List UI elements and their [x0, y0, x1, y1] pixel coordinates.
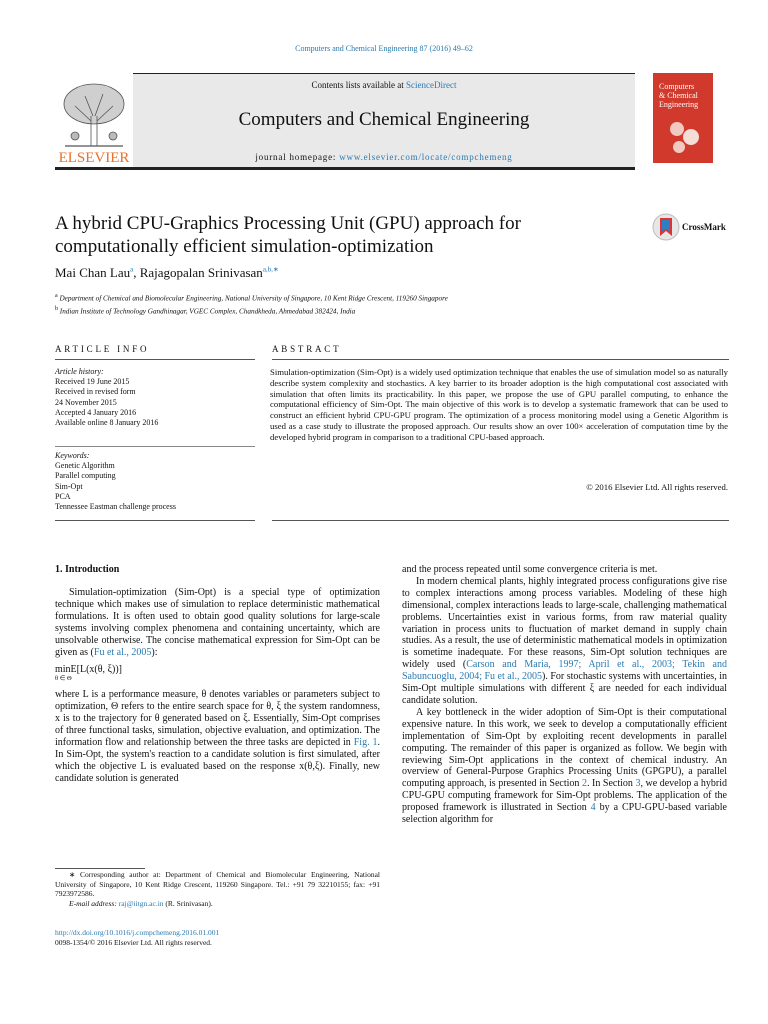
issn-line: 0098-1354/© 2016 Elsevier Ltd. All rights reserved. [55, 938, 212, 947]
cover-title-line: & Chemical [659, 91, 698, 100]
footnote-corresponding [55, 870, 380, 899]
journal-cover[interactable] [653, 73, 713, 163]
equation-text: minE[L(x(θ, ξ))] [55, 664, 123, 676]
affil-marker: a [55, 293, 58, 299]
divider [55, 446, 255, 447]
paragraph-text: In modern chemical plants, highly integrated process configurations give rise to complex interactions among process variables. Modeling of these high dimensional, complex interactions leads to large-scale, challenging mathematical problems. Uncertainties exist in various forms, from raw material quality variation in process units to fluctuation of market demand in supply chain studies. As a result, the use of deterministic mathematical models in optimization is sometime inadequate. For these reasons, Sim-Opt solution techniques are widely used ( [402, 575, 727, 671]
section-link[interactable]: 4 [590, 802, 596, 814]
keyword-item: Genetic Algorithm [55, 461, 115, 471]
journal-title[interactable]: Computers and Chemical Engineering [238, 109, 530, 130]
footnote [55, 870, 380, 908]
author-affil-marker[interactable]: a [130, 265, 134, 274]
citation-link[interactable]: Fu et al., 2005 [93, 646, 152, 658]
history-label: Article history: [55, 367, 104, 376]
divider [272, 359, 729, 360]
article-history [55, 367, 255, 428]
contents-line [133, 80, 635, 90]
footnote-email [55, 899, 380, 909]
divider [55, 520, 255, 521]
paragraph-text: . In Sim-Opt, the system's reaction to a candidate solution is first simulated, after which the objective L is evaluated based on the response x(θ,ξ). Finally, new candidate solution is generated [55, 736, 380, 784]
homepage-prefix: journal homepage: [255, 152, 340, 162]
paragraph-text: by a CPU-GPU-based variable selection algorithm for [402, 802, 727, 826]
paragraph-text: ): [151, 646, 158, 658]
email-suffix: (R. Srinivasan). [163, 898, 213, 908]
body-column-left [55, 587, 380, 785]
homepage-line [133, 152, 635, 162]
crossmark-badge[interactable] [652, 212, 732, 242]
paragraph-text: . In Section [586, 778, 636, 790]
keywords [55, 451, 255, 512]
contents-prefix: Contents lists available at [311, 80, 406, 90]
affiliation-item [55, 304, 448, 317]
keyword-item: Parallel computing [55, 471, 116, 481]
abstract-copyright: © 2016 Elsevier Ltd. All rights reserved. [586, 482, 728, 492]
keyword-item: PCA [55, 491, 71, 501]
article-title: A hybrid CPU-Graphics Processing Unit (GPU) approach for computationally efficient simulation-optimization [55, 213, 521, 257]
history-item: Received in revised form [55, 387, 136, 397]
figure-link[interactable]: Fig. 1 [353, 736, 378, 748]
citation-link[interactable]: Carson and Maria, 1997; April et al., 2003; Tekin and Sabuncuoglu, 2004; Fu et al., 2005 [402, 659, 727, 683]
paragraph-text: , we develop a hybrid CPU-GPU computing framework for Sim-Opt problems. The application of the proposed framework is illustrated in Section [402, 778, 727, 814]
article-info-heading: ARTICLE INFO [55, 344, 150, 354]
crossmark-label: CrossMark [682, 222, 726, 232]
keywords-label: Keywords: [55, 451, 90, 460]
footnote-text: Corresponding author at: Department of Chemical and Biomolecular Engineering, National University of Singapore, 10 Kent Ridge Crescent, 119260 Singapore. Tel.: +91 79 32210155; fax: +91 7923972586. [55, 870, 381, 899]
paragraph-text: ). For stochastic systems with uncertainties, in Sim-Opt multiple simulations with different ξ are needed for each individual candidate solution. [402, 671, 727, 706]
elsevier-wordmark: ELSEVIER [58, 150, 130, 164]
paragraph [55, 587, 380, 658]
section-link[interactable]: 3 [635, 778, 641, 790]
keyword-item: Tennessee Eastman challenge process [55, 502, 176, 512]
paragraph [402, 707, 727, 826]
divider [272, 520, 729, 521]
body-column-right [402, 564, 727, 826]
header-rule [55, 167, 635, 170]
journal-citation[interactable]: Computers and Chemical Engineering 87 (2016) 49–62 [295, 44, 473, 53]
cover-title-line: Engineering [659, 100, 699, 109]
history-item: Received 19 June 2015 [55, 377, 130, 387]
email-link[interactable]: raj@iitgn.ac.in [118, 898, 164, 908]
affiliations [55, 291, 448, 317]
affil-text: Department of Chemical and Biomolecular Engineering, National University of Singapore, 10 Kent Ridge Crescent, 119260 Singapore [59, 294, 448, 303]
cover-title-line: Computers [659, 82, 695, 91]
author-name[interactable]: Mai Chan Lau [55, 265, 131, 280]
section-heading: 1. Introduction [55, 564, 120, 575]
section-link[interactable]: 2 [581, 778, 587, 790]
history-item: Available online 8 January 2016 [55, 418, 159, 428]
affiliation-item [55, 291, 448, 304]
paragraph-text: Simulation-optimization (Sim-Opt) is a special type of optimization technique which makes use of simulation to replace deterministic mathematical formulations. It is often used to obtain good quality solutions for large-scale systems involving complex phenomena and containing uncertainty, which are unsolvable otherwise. The concise mathematical expression for Sim-Opt can be given as ( [55, 587, 380, 658]
author-affil-marker[interactable]: a,b,∗ [262, 265, 279, 274]
doi-link[interactable]: http://dx.doi.org/10.1016/j.compchemeng.2016.01.001 [55, 928, 220, 937]
email-label: E-mail address: [69, 898, 119, 908]
paragraph [402, 576, 727, 707]
history-item: Accepted 4 January 2016 [55, 407, 137, 417]
footnote-marker: ∗ [69, 870, 76, 879]
keyword-item: Sim-Opt [55, 481, 83, 491]
history-item: 24 November 2015 [55, 397, 117, 407]
paragraph-text: A key bottleneck in the wider adoption of Sim-Opt is their computational expensive nature. In this work, we seek to develop a computationally efficient implementation of Sim-Opt by exploiting recent developments in parallel computing. The remainder of this paper is organized as follow. We begin with reviewing Sim-Opt applications in the context of chemical industry. An overview of General-Purpose Graphics Processing Units (GPGPU), a parallel computing approach, is presented in Section [402, 706, 727, 790]
crossmark-icon [652, 212, 680, 242]
abstract-heading: ABSTRACT [272, 344, 342, 354]
equation-subscript: θ ∈ Θ [55, 675, 72, 683]
author-name[interactable]: Rajagopalan Srinivasan [139, 265, 263, 280]
cover-molecule-icon [667, 117, 701, 157]
author-list: Mai Chan Lau$^a$, Rajagopalan Srinivasan$^{a,b,∗}$ [55, 265, 279, 280]
paragraph-text: where L is a performance measure, θ denotes variables or parameters subject to optimization, Θ refers to the entire search space for θ, ξ the system randomness, x is to the trajectory for θ generated based on ξ. Essentially, Sim-Opt comprises of three functional tasks, simulation, objective evaluation, and optimization. The information flow and relationship between the three tasks are depicted in [55, 689, 380, 748]
affil-text: Indian Institute of Technology Gandhinagar, VGEC Complex, Chandkheda, Ahmedabad 382424, India [59, 307, 356, 316]
sciencedirect-link[interactable]: ScienceDirect [406, 80, 457, 90]
footnote-divider [55, 868, 145, 869]
paragraph [55, 689, 380, 784]
paragraph: and the process repeated until some convergence criteria is met. [402, 564, 658, 575]
affil-marker: b [55, 305, 58, 312]
equation [55, 664, 380, 682]
cover-title [659, 82, 711, 109]
elsevier-logo[interactable] [55, 76, 133, 164]
divider [55, 359, 255, 360]
tree-icon [64, 84, 124, 146]
abstract-text: Simulation-optimization (Sim-Opt) is a widely used optimization technique that enables the use of simulation model so as naturally describe system complexity and stochastics. A key barrier to its broader adoption is the high computational cost associated with simulation that often limits its practicability. In this paper, we propose the use of GPU parallel computing, to enhance the computational efficiency of Sim-Opt. The main objective of this work is to develop a systematic framework that can be used to construct an efficient hybrid CPU-GPU program. The optimization of a process monitoring model using a Genetic Algorithm is used as a case study to illustrate the proposed approach. Our results show an over 100× acceleration of computation time by the developed hybrid program in comparison to a traditional CPU-based approach. [270, 367, 728, 442]
homepage-link[interactable]: www.elsevier.com/locate/compchemeng [339, 152, 513, 162]
